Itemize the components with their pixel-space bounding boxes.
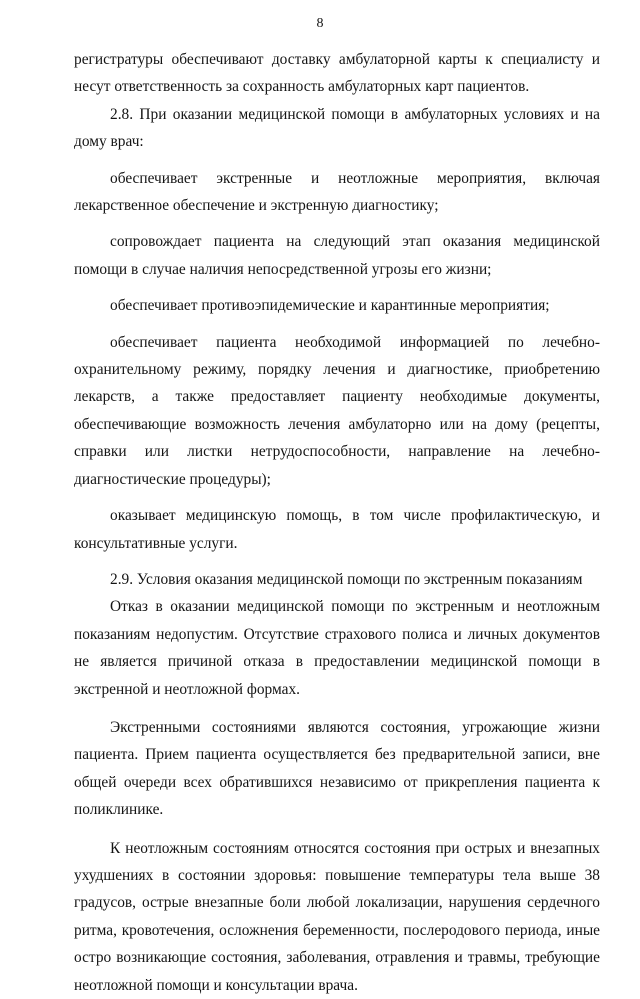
document-body [74, 46, 600, 999]
paragraph-patient-information: обеспечивает пациента необходимой информацией по лечебно-охранительному режиму, порядку лечения и диагностике, приобретению лекарств, а также предоставляет пациенту необходимые документы, обеспечивающие возможность лечения амбулаторно или на дому (рецепты, справки или листки нетрудоспособности, направление на лечебно-диагностические процедуры); [74, 333, 600, 488]
paragraph-registry-continuation: регистратуры обеспечивают доставку амбулаторной карты к специалисту и несут ответственность за сохранность амбулаторных карт пациентов. [74, 51, 600, 96]
paragraph-refusal-inadmissible: Отказ в оказании медицинской помощи по экстренным и неотложным показаниям недопустим. Отсутствие страхового полиса и личных документов не является причиной отказа в предоставлении медицинской помощи в экстренной и неотложной формах. [74, 598, 600, 698]
paragraph-antiepidemic-measures: обеспечивает противоэпидемические и карантинные мероприятия; [110, 297, 550, 315]
paragraph-emergency-measures: обеспечивает экстренные и неотложные мероприятия, включая лекарственное обеспечение и экстренную диагностику; [74, 169, 600, 215]
paragraph-emergency-states: Экстренными состояниями являются состояния, угрожающие жизни пациента. Прием пациента осуществляется без предварительной записи, вне общей очереди всех обратившихся независимо от прикрепления пациента к поликлинике. [74, 718, 600, 819]
paragraph-accompanies-patient: сопровождает пациента на следующий этап оказания медицинской помощи в случае наличия непосредственной угрозы его жизни; [74, 233, 600, 278]
paragraph-medical-assistance: оказывает медицинскую помощь, в том числе профилактическую, и консультативные услуги. [74, 507, 600, 552]
paragraph-urgent-states: К неотложным состояниям относятся состояния при острых и внезапных ухудшениях в состоянии здоровья: повышение температуры тела выше 38 градусов, острые внезапные боли любой локализации, нарушения сердечного ритма, кровотечения, осложнения беременности, послеродового периода, иные остро возникающие состояния, заболевания, отравления и травмы, требующие неотложной помощи и консультации врача. [74, 839, 600, 994]
paragraph-section-2-8: 2.8. При оказании медицинской помощи в амбулаторных условиях и на дому врач: [74, 105, 600, 151]
page-number: 8 [316, 16, 324, 31]
paragraph-section-2-9: 2.9. Условия оказания медицинской помощи по экстренным показаниям [110, 570, 583, 588]
